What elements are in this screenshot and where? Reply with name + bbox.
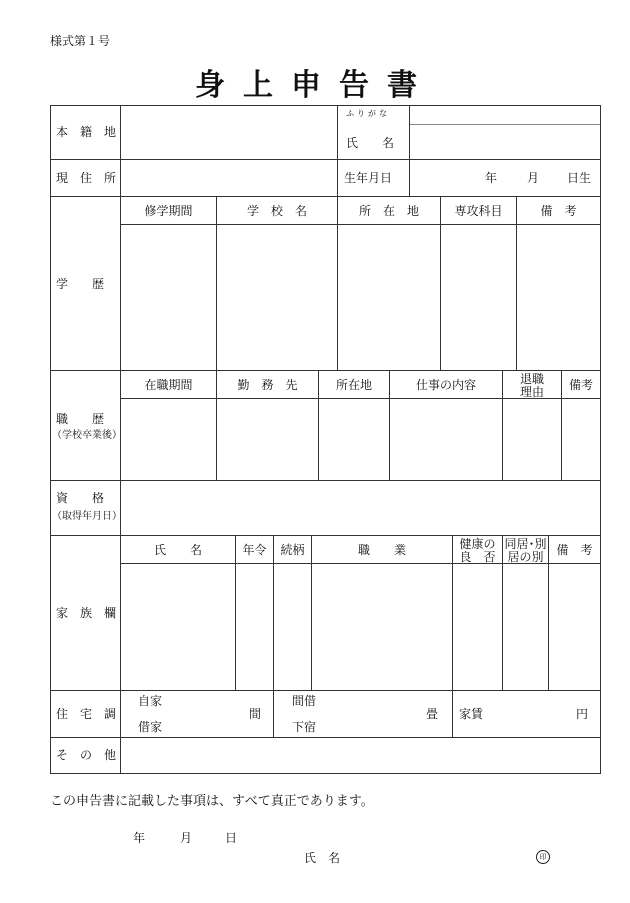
seal-text: 印 [539, 853, 547, 861]
housing-yen-unit: 円 [576, 707, 589, 721]
housing-tatami-unit: 畳 [426, 707, 439, 721]
sign-month: 月 [180, 831, 193, 845]
career-header-reason: 理由 [519, 385, 544, 399]
edu-header-period: 修学期間 [144, 204, 193, 218]
seal-mark [536, 850, 550, 864]
label-qualification-sub: （取得年月日） [52, 511, 122, 522]
career-header-location: 所在地 [335, 378, 372, 392]
family-header-name: 氏 名 [153, 543, 202, 557]
birth-year: 年 [485, 171, 498, 185]
form-number: 様式第１号 [50, 34, 111, 48]
family-header-remarks: 備 考 [556, 543, 593, 557]
career-header-work: 仕事の内容 [415, 378, 476, 392]
label-furigana: ふりがな [346, 109, 390, 118]
sign-day: 日 [225, 831, 238, 845]
career-header-employer: 勤 務 先 [237, 378, 298, 392]
family-header-relation: 続柄 [280, 543, 305, 557]
housing-rented: 借家 [138, 720, 163, 734]
housing-room-rent: 間借 [292, 694, 317, 708]
page-title: 身上申告書 [195, 68, 435, 103]
sign-name-label: 氏 名 [304, 851, 341, 865]
family-header-cohab-1: 同居･別 [504, 537, 547, 551]
edu-header-school: 学 校 名 [246, 204, 307, 218]
edu-header-remarks: 備 考 [540, 204, 577, 218]
birth-month: 月 [527, 171, 540, 185]
label-housing: 住 宅 調 [56, 707, 117, 721]
housing-own: 自家 [138, 694, 163, 708]
housing-rooms-unit: 間 [249, 707, 262, 721]
family-header-cohab-2: 居の別 [507, 550, 544, 564]
family-header-occupation: 職 業 [357, 543, 406, 557]
label-career-sub: （学校卒業後） [52, 430, 122, 441]
label-career: 職 歴 [56, 412, 105, 426]
family-header-health-1: 健康の [459, 537, 496, 551]
declaration-text: この申告書に記載した事項は、すべて真正であります。 [50, 794, 374, 809]
label-education: 学 歴 [56, 277, 105, 291]
birth-day: 日生 [567, 171, 592, 185]
family-header-age: 年令 [242, 543, 267, 557]
housing-rent-label: 家賃 [459, 707, 484, 721]
label-name: 氏 名 [346, 136, 395, 150]
label-birthdate: 生年月日 [344, 171, 393, 185]
career-header-remarks: 備考 [568, 378, 593, 392]
career-header-retire: 退職 [519, 372, 544, 386]
label-address: 現 住 所 [56, 171, 117, 185]
label-family: 家 族 欄 [56, 606, 117, 620]
label-other: そ の 他 [56, 748, 117, 762]
family-header-health-2: 良 否 [459, 550, 496, 564]
edu-header-location: 所 在 地 [358, 204, 419, 218]
label-honseki: 本 籍 地 [56, 125, 117, 139]
edu-header-major: 専攻科目 [454, 204, 503, 218]
housing-lodging: 下宿 [292, 720, 317, 734]
career-header-period: 在職期間 [144, 378, 193, 392]
label-qualification: 資 格 [56, 491, 105, 505]
sign-year: 年 [133, 831, 146, 845]
